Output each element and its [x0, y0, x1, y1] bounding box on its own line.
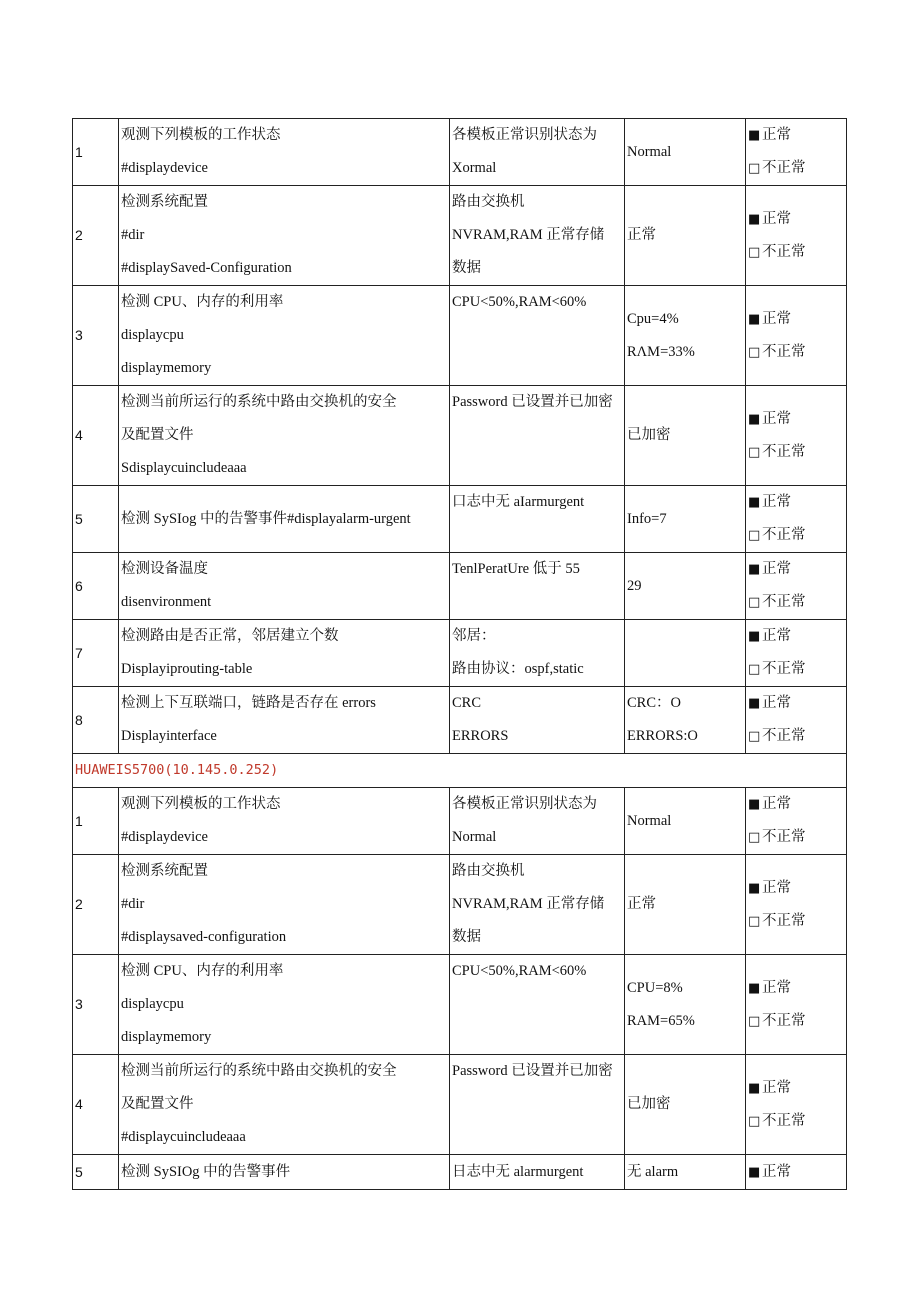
standard-line: 数据: [452, 260, 481, 276]
check-item-line: #dir: [121, 896, 145, 912]
status-abnormal-option[interactable]: [748, 1005, 844, 1038]
check-item-line: 检测系统配置: [121, 863, 208, 879]
status-normal-option[interactable]: [748, 687, 844, 720]
status-abnormal-label: 不正常: [762, 594, 806, 610]
check-item-line: #displaydevice: [121, 160, 208, 176]
checked-box-icon: ■: [748, 562, 761, 577]
status-abnormal-option[interactable]: [748, 236, 844, 269]
result-cell: [625, 855, 746, 955]
status-normal-label: 正常: [762, 127, 791, 143]
standard-line: 口志中无 aIarmurgent: [452, 494, 585, 510]
row-number: 8: [73, 687, 119, 754]
check-item-cell: [119, 119, 450, 186]
table-row: [73, 186, 847, 286]
result-cell: [625, 186, 746, 286]
status-normal-label: 正常: [762, 1163, 791, 1180]
result-line: CRC：O: [627, 695, 681, 711]
check-item-line: #displaysaved-configuration: [121, 929, 287, 945]
check-item-cell: [119, 1055, 450, 1155]
status-normal-option[interactable]: [748, 119, 844, 152]
table-row: [73, 955, 847, 1055]
check-item-cell: [119, 186, 450, 286]
standard-cell: [450, 286, 625, 386]
result-cell: [625, 1055, 746, 1155]
check-item-line: #dir: [121, 227, 145, 243]
standard-line: 各模板正常识别状态为: [452, 127, 597, 143]
check-item-line: 检测 CPU、内存的利用率: [121, 294, 284, 310]
checked-box-icon: ■: [748, 495, 761, 510]
checked-box-icon: ■: [748, 1080, 761, 1096]
unchecked-box-icon: □: [748, 913, 761, 929]
status-normal-label: 正常: [762, 310, 791, 327]
result-line: 正常: [627, 227, 656, 243]
standard-line: NVRAM,RAM 正常存储: [452, 227, 605, 243]
checked-box-icon: ■: [748, 411, 761, 427]
status-options-cell: [746, 687, 847, 754]
status-abnormal-label: 不正常: [762, 829, 806, 845]
status-options-cell: [746, 286, 847, 386]
unchecked-box-icon: □: [748, 344, 761, 360]
result-line: 29: [627, 577, 642, 594]
status-normal-label: 正常: [762, 561, 791, 577]
status-normal-label: 正常: [762, 695, 791, 711]
standard-line: 路由协议：ospf,static: [452, 661, 584, 677]
table-row: [73, 119, 847, 186]
result-line: 已加密: [627, 1096, 671, 1112]
device-section-header: [73, 754, 847, 788]
checked-box-icon: ■: [748, 629, 761, 644]
device-section-title: HUAWEIS5700(10.145.0.252): [73, 754, 847, 788]
unchecked-box-icon: □: [748, 444, 761, 460]
status-abnormal-option[interactable]: [748, 152, 844, 185]
result-cell: [625, 486, 746, 553]
unchecked-box-icon: □: [748, 244, 761, 260]
check-item-cell: [119, 620, 450, 687]
standard-cell: [450, 119, 625, 186]
status-abnormal-label: 不正常: [762, 728, 806, 744]
row-number: 6: [73, 553, 119, 620]
standard-cell: [450, 620, 625, 687]
status-normal-option[interactable]: [748, 1156, 844, 1189]
standard-line: 日志中无 alarmurgent: [452, 1163, 584, 1180]
table-row: [73, 620, 847, 687]
status-normal-option[interactable]: [748, 203, 844, 236]
checked-box-icon: ■: [748, 980, 761, 996]
status-abnormal-label: 不正常: [762, 912, 806, 929]
status-options-cell: [746, 119, 847, 186]
status-abnormal-option[interactable]: [748, 821, 844, 854]
status-abnormal-option[interactable]: [748, 1105, 844, 1138]
result-cell: [625, 620, 746, 687]
result-cell: [625, 1155, 746, 1190]
standard-line: 各模板正常识别状态为: [452, 796, 597, 812]
status-options-cell: [746, 386, 847, 486]
table-row: [73, 1155, 847, 1190]
status-options-cell: [746, 620, 847, 687]
status-abnormal-label: 不正常: [762, 160, 806, 176]
checked-box-icon: ■: [748, 696, 761, 711]
standard-line: CPU<50%,RAM<60%: [452, 963, 587, 979]
status-abnormal-label: 不正常: [762, 443, 806, 460]
status-abnormal-label: 不正常: [762, 343, 806, 360]
status-normal-option[interactable]: [748, 553, 844, 586]
result-cell: [625, 119, 746, 186]
unchecked-box-icon: □: [748, 1013, 761, 1029]
result-cell: [625, 386, 746, 486]
result-cell: [625, 955, 746, 1055]
standard-cell: [450, 553, 625, 620]
check-item-line: #displaySaved-Configuration: [121, 260, 292, 276]
unchecked-box-icon: □: [748, 528, 761, 543]
status-options-cell: [746, 1055, 847, 1155]
unchecked-box-icon: □: [748, 595, 761, 610]
status-abnormal-label: 不正常: [762, 1112, 806, 1129]
status-abnormal-label: 不正常: [762, 661, 806, 677]
row-number: 7: [73, 620, 119, 687]
checked-box-icon: ■: [748, 1164, 761, 1180]
check-item-line: #displaycuincludeaaa: [121, 1129, 246, 1145]
row-number: 3: [73, 955, 119, 1055]
check-item-line: displaycpu: [121, 327, 184, 343]
check-item-line: 检测 SySIog 中的告警事件#displayalarm-urgent: [121, 510, 411, 527]
result-cell: [625, 788, 746, 855]
check-item-line: #displaydevice: [121, 829, 208, 845]
row-number: 3: [73, 286, 119, 386]
status-normal-option[interactable]: [748, 403, 844, 436]
check-item-cell: [119, 788, 450, 855]
check-item-line: displaymemory: [121, 1029, 212, 1045]
standard-line: Password 已设置并已加密: [452, 394, 613, 410]
standard-cell: [450, 687, 625, 754]
status-abnormal-option[interactable]: [748, 653, 844, 686]
standard-cell: [450, 386, 625, 486]
check-item-line: 观测下列模板的工作状态: [121, 127, 281, 143]
result-cell: [625, 687, 746, 754]
row-number: 1: [73, 119, 119, 186]
status-normal-label: 正常: [762, 494, 791, 510]
standard-cell: [450, 186, 625, 286]
status-abnormal-label: 不正常: [762, 1012, 806, 1029]
standard-line: 路由交换机: [452, 863, 525, 879]
standard-line: Normal: [452, 829, 497, 845]
check-item-line: displaymemory: [121, 360, 212, 376]
table-row: [73, 486, 847, 553]
standard-line: ERRORS: [452, 728, 509, 744]
result-line: 已加密: [627, 427, 671, 443]
standard-cell: [450, 486, 625, 553]
check-item-cell: [119, 553, 450, 620]
check-item-cell: [119, 386, 450, 486]
check-item-line: Displayinterface: [121, 728, 217, 744]
standard-cell: [450, 1155, 625, 1190]
checked-box-icon: ■: [748, 211, 761, 227]
table-row: [73, 788, 847, 855]
row-number: 1: [73, 788, 119, 855]
checked-box-icon: ■: [748, 311, 761, 327]
check-item-line: 检测路由是否正常，邻居建立个数: [121, 628, 339, 644]
table-row: [73, 386, 847, 486]
status-abnormal-label: 不正常: [762, 527, 806, 543]
result-cell: [625, 286, 746, 386]
inspection-table: [72, 118, 847, 1190]
check-item-cell: [119, 855, 450, 955]
unchecked-box-icon: □: [748, 1113, 761, 1129]
status-normal-label: 正常: [762, 879, 791, 896]
unchecked-box-icon: □: [748, 729, 761, 744]
row-number: 2: [73, 855, 119, 955]
row-number: 5: [73, 1155, 119, 1190]
standard-cell: [450, 788, 625, 855]
standard-line: 邻居：: [452, 628, 496, 644]
standard-line: Xormal: [452, 160, 497, 176]
unchecked-box-icon: □: [748, 161, 761, 176]
status-options-cell: [746, 553, 847, 620]
status-abnormal-option[interactable]: [748, 905, 844, 938]
status-normal-label: 正常: [762, 979, 791, 996]
row-number: 2: [73, 186, 119, 286]
result-line: RΛM=33%: [627, 343, 695, 360]
check-item-line: 检测当前所运行的系统中路由交换机的安全: [121, 1063, 397, 1079]
result-line: Info=7: [627, 510, 667, 527]
status-abnormal-option[interactable]: [748, 720, 844, 753]
status-options-cell: [746, 186, 847, 286]
check-item-cell: [119, 687, 450, 754]
result-line: 无 alarm: [627, 1163, 679, 1180]
status-options-cell: [746, 855, 847, 955]
status-normal-label: 正常: [762, 1079, 791, 1096]
check-item-line: displaycpu: [121, 996, 184, 1012]
checked-box-icon: ■: [748, 797, 761, 812]
result-line: Normal: [627, 143, 672, 160]
check-item-line: 检测 SySIOg 中的告警事件: [121, 1163, 291, 1180]
check-item-line: disenvironment: [121, 594, 212, 610]
status-abnormal-option[interactable]: [748, 586, 844, 619]
standard-line: 路由交换机: [452, 194, 525, 210]
table-row: [73, 687, 847, 754]
result-line: CPU=8%: [627, 979, 683, 996]
unchecked-box-icon: □: [748, 830, 761, 845]
standard-cell: [450, 955, 625, 1055]
status-normal-option[interactable]: [748, 486, 844, 519]
status-normal-option[interactable]: [748, 1072, 844, 1105]
check-item-cell: [119, 486, 450, 553]
check-item-line: 及配置文件: [121, 427, 194, 443]
check-item-line: 检测系统配置: [121, 194, 208, 210]
status-normal-label: 正常: [762, 410, 791, 427]
check-item-line: 检测上下互联端口，链路是否存在 errors: [121, 695, 376, 711]
table-row: [73, 286, 847, 386]
check-item-cell: [119, 1155, 450, 1190]
standard-line: 数据: [452, 929, 481, 945]
standard-line: CPU<50%,RAM<60%: [452, 294, 587, 310]
checked-box-icon: ■: [748, 128, 761, 143]
standard-line: TenlPeratUre 低于 55: [452, 561, 580, 577]
status-abnormal-label: 不正常: [762, 243, 806, 260]
row-number: 4: [73, 386, 119, 486]
status-options-cell: [746, 486, 847, 553]
standard-line: NVRAM,RAM 正常存储: [452, 896, 605, 912]
status-options-cell: [746, 788, 847, 855]
status-normal-label: 正常: [762, 210, 791, 227]
status-normal-option[interactable]: [748, 303, 844, 336]
status-options-cell: [746, 955, 847, 1055]
status-options-cell: [746, 1155, 847, 1190]
table-row: [73, 855, 847, 955]
status-normal-option[interactable]: [748, 788, 844, 821]
check-item-line: 检测 CPU、内存的利用率: [121, 963, 284, 979]
status-abnormal-option[interactable]: [748, 436, 844, 469]
standard-cell: [450, 855, 625, 955]
check-item-line: Sdisplaycuincludeaaa: [121, 460, 247, 476]
status-normal-option[interactable]: [748, 872, 844, 905]
standard-cell: [450, 1055, 625, 1155]
status-normal-option[interactable]: [748, 620, 844, 653]
result-line: 正常: [627, 896, 656, 912]
standard-line: CRC: [452, 695, 482, 711]
standard-line: Password 已设置并已加密: [452, 1063, 613, 1079]
check-item-line: 观测下列模板的工作状态: [121, 796, 281, 812]
result-line: RAM=65%: [627, 1012, 695, 1029]
check-item-line: Displayiprouting-table: [121, 661, 253, 677]
row-number: 4: [73, 1055, 119, 1155]
result-line: Cpu=4%: [627, 310, 679, 327]
result-cell: [625, 553, 746, 620]
checked-box-icon: ■: [748, 880, 761, 896]
check-item-cell: [119, 955, 450, 1055]
inspection-table-body: [73, 119, 847, 1190]
status-normal-label: 正常: [762, 796, 791, 812]
result-line: Normal: [627, 812, 672, 829]
table-row: [73, 1055, 847, 1155]
check-item-line: 检测当前所运行的系统中路由交换机的安全: [121, 394, 397, 410]
result-line: ERRORS:O: [627, 728, 698, 744]
table-row: [73, 553, 847, 620]
check-item-line: 及配置文件: [121, 1096, 194, 1112]
status-normal-label: 正常: [762, 628, 791, 644]
check-item-cell: [119, 286, 450, 386]
row-number: 5: [73, 486, 119, 553]
status-normal-option[interactable]: [748, 972, 844, 1005]
check-item-line: 检测设备温度: [121, 561, 208, 577]
status-abnormal-option[interactable]: [748, 336, 844, 369]
status-abnormal-option[interactable]: [748, 519, 844, 552]
unchecked-box-icon: □: [748, 662, 761, 677]
